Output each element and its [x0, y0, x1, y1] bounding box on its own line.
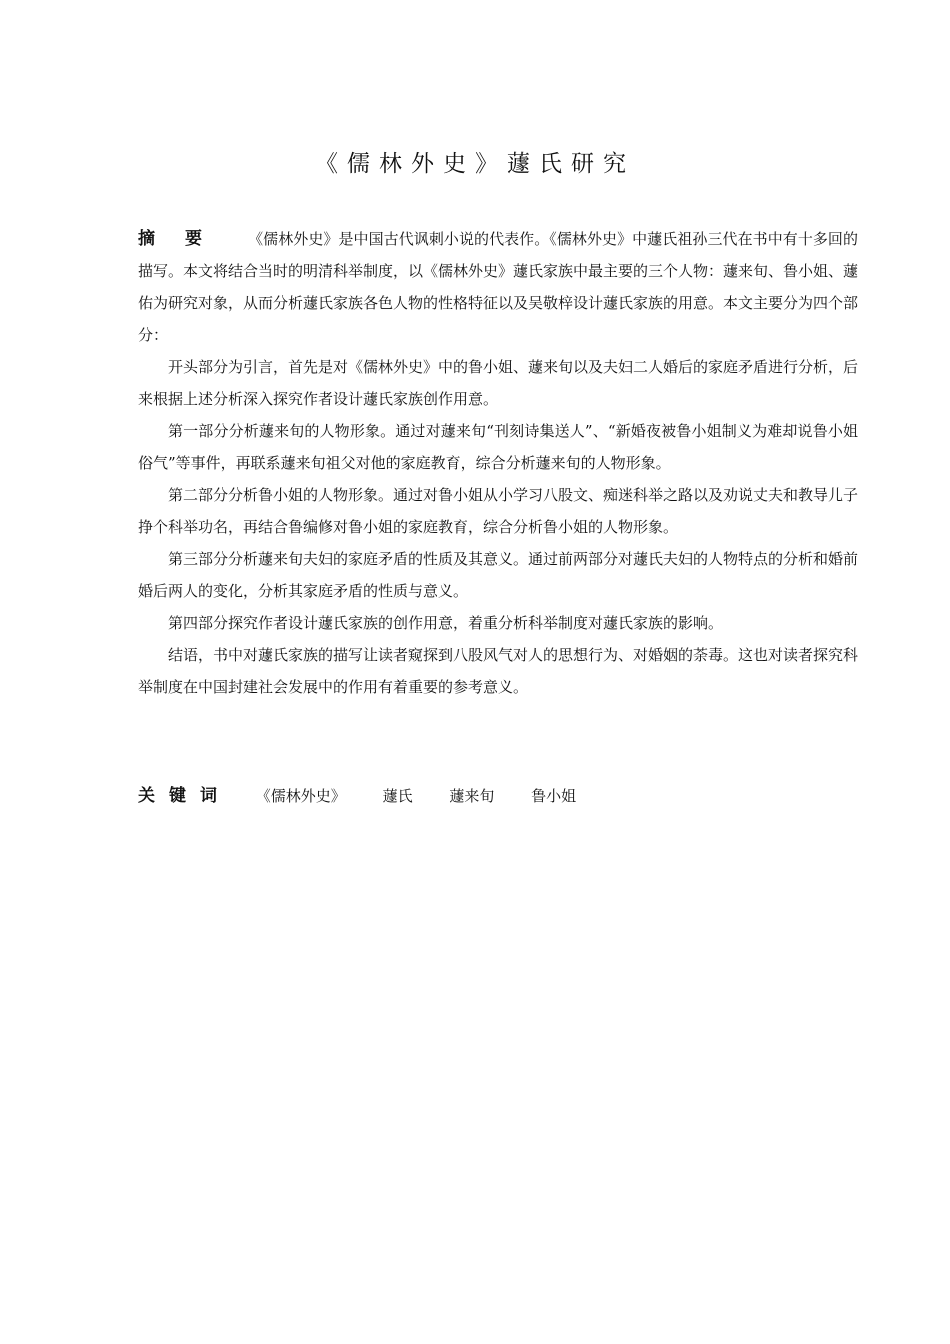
abstract-section [138, 223, 858, 703]
keywords-label: 关键词 [138, 786, 231, 806]
keyword-item: 鲁小姐 [531, 787, 577, 805]
paper-title: 《儒林外史》蘧氏研究 [315, 151, 635, 177]
abstract-label: 摘 要 [138, 229, 215, 249]
abstract-paragraph-6: 第四部分探究作者设计蘧氏家族的创作用意，着重分析科举制度对蘧氏家族的影响。 [168, 614, 724, 632]
abstract-paragraph-5: 第三部分分析蘧来旬夫妇的家庭矛盾的性质及其意义。通过前两部分对蘧氏夫妇的人物特点的分析和婚前婚后两人的变化，分析其家庭矛盾的性质与意义。 [138, 550, 859, 600]
keywords-section [138, 780, 858, 812]
abstract-paragraph-2: 开头部分为引言，首先是对《儒林外史》中的鲁小姐、蘧来旬以及夫妇二人婚后的家庭矛盾进行分析，后来根据上述分析深入探究作者设计蘧氏家族创作用意。 [138, 358, 859, 408]
abstract-paragraph-7: 结语，书中对蘧氏家族的描写让读者窥探到八股风气对人的思想行为、对婚姻的荼毒。这也对读者探究科举制度在中国封建社会发展中的作用有着重要的参考意义。 [138, 646, 859, 696]
abstract-paragraph-1 [138, 223, 858, 351]
keyword-item: 蘧来旬 [449, 787, 495, 805]
keyword-item: 蘧氏 [382, 787, 413, 805]
abstract-paragraph-4: 第二部分分析鲁小姐的人物形象。通过对鲁小姐从小学习八股文、痴迷科举之路以及劝说丈夫和教导儿子挣个科举功名，再结合鲁编修对鲁小姐的家庭教育，综合分析鲁小姐的人物形象。 [138, 486, 859, 536]
keyword-item: 《儒林外史》 [255, 787, 346, 805]
abstract-text: 《儒林外史》是中国古代讽刺小说的代表作。《儒林外史》中蘧氏祖孙三代在书中有十多回的描写。本文将结合当时的明清科举制度，以《儒林外史》蘧氏家族中最主要的三个人物：蘧来旬、鲁小姐、蘧佑为研究对象，从而分析蘧氏家族各色人物的性格特征以及吴敬梓设计蘧氏家族的用意。本文主要分为四个部分： [138, 230, 859, 344]
abstract-paragraph-3: 第一部分分析蘧来旬的人物形象。通过对蘧来旬“刊刻诗集送人”、“新婚夜被鲁小姐制义为难却说鲁小姐俗气”等事件，再联系蘧来旬祖父对他的家庭教育，综合分析蘧来旬的人物形象。 [138, 422, 858, 472]
